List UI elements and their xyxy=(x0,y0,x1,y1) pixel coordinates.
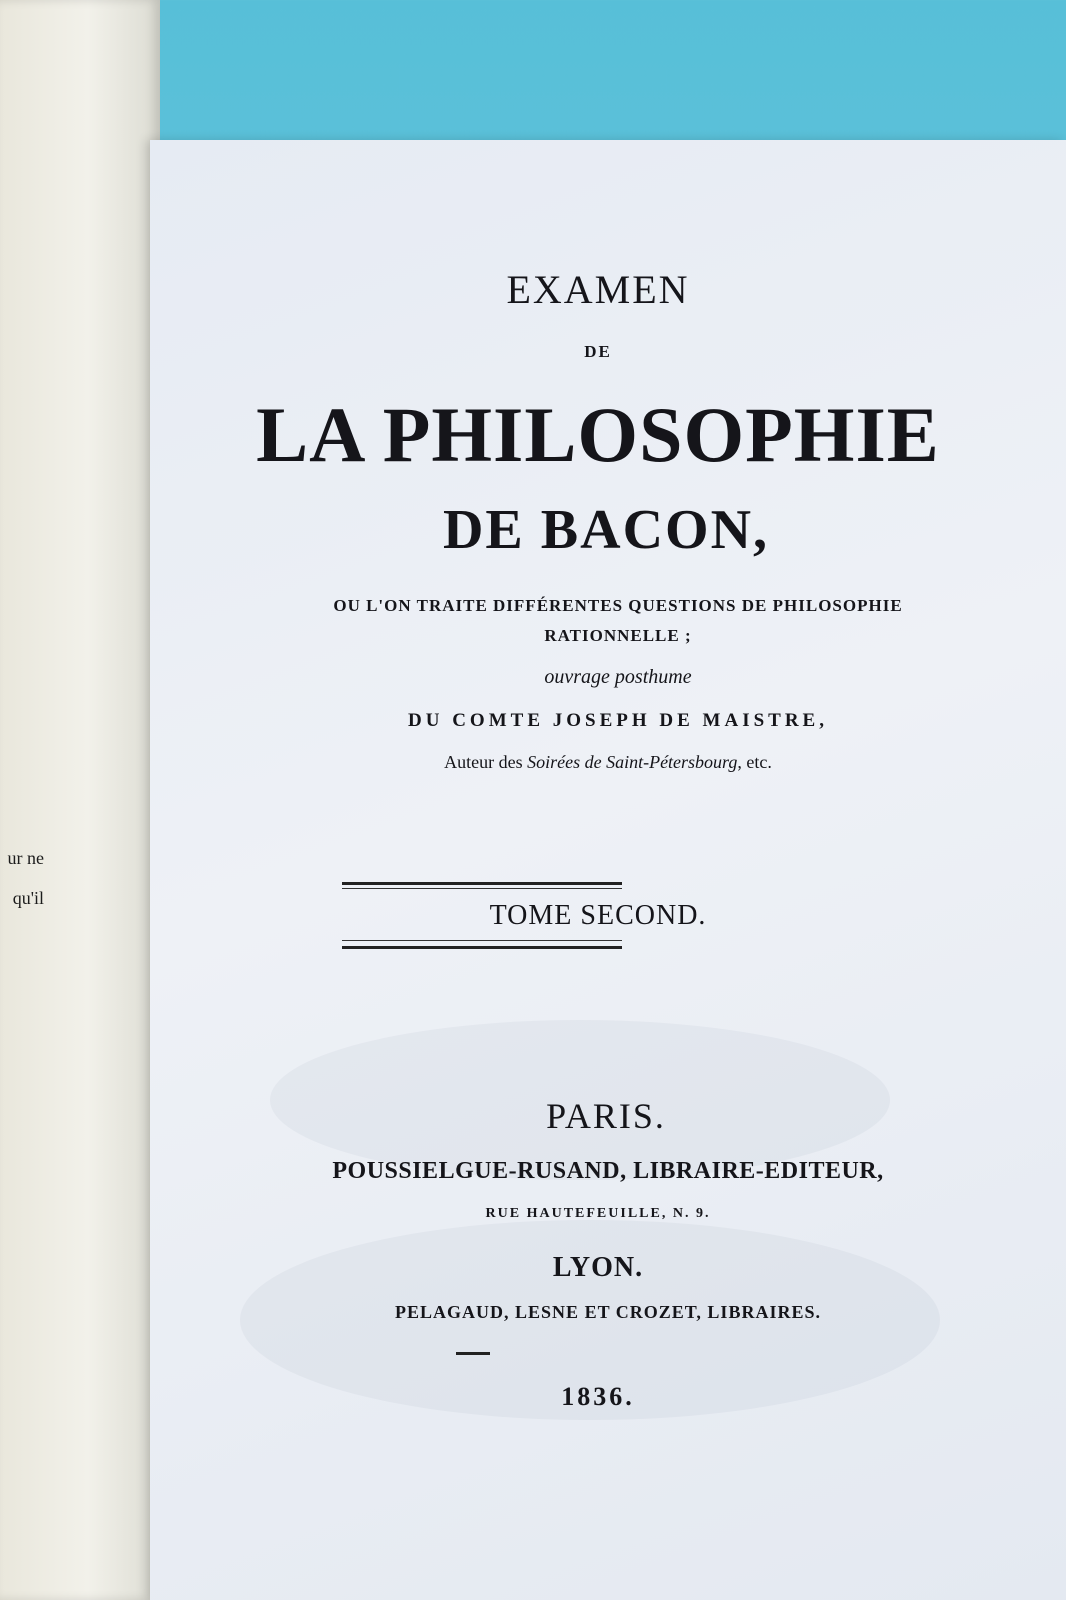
tome-rule-top xyxy=(342,882,622,885)
facing-page-text-fragment: ur ne xyxy=(7,848,44,868)
volume-label: TOME SECOND. xyxy=(489,900,707,931)
book-title-line-2: DE BACON, xyxy=(442,499,770,561)
facing-page xyxy=(0,0,160,1600)
tome-rule-bottom xyxy=(342,946,622,949)
imprint-city-lyon: LYON. xyxy=(552,1252,644,1283)
imprint-publisher-paris: POUSSIELGUE-RUSAND, LIBRAIRE-EDITEUR, xyxy=(332,1158,884,1184)
subtitle-line-1: OU L'ON TRAITE DIFFÉRENTES QUESTIONS DE PHILOSOPHIE xyxy=(333,596,903,615)
author-credits-prefix: Auteur des xyxy=(444,752,523,772)
imprint-address-paris: RUE HAUTEFEUILLE, N. 9. xyxy=(485,1206,711,1221)
title-examen: EXAMEN xyxy=(506,267,690,312)
imprint-publisher-lyon: PELAGAUD, LESNE ET CROZET, LIBRAIRES. xyxy=(395,1302,821,1322)
book-title: LA PHILOSOPHIE xyxy=(256,391,940,478)
title-de: DE xyxy=(584,342,612,361)
ouvrage-posthume: ouvrage posthume xyxy=(544,666,692,688)
author-credits xyxy=(150,752,1066,773)
author-credits-work: Soirées de Saint-Pétersbourg xyxy=(527,752,738,772)
imprint-city-paris: PARIS. xyxy=(546,1096,666,1136)
author: DU COMTE JOSEPH DE MAISTRE, xyxy=(408,710,828,731)
facing-page-text-fragment: qu'il xyxy=(12,888,44,908)
subtitle-line-2: RATIONNELLE ; xyxy=(544,626,692,645)
title-page xyxy=(150,140,1066,1600)
author-credits-suffix: , etc. xyxy=(737,752,772,772)
tome-rule-top-thin xyxy=(342,888,622,889)
imprint-divider xyxy=(456,1352,490,1355)
publication-year: 1836. xyxy=(561,1382,635,1411)
tome-rule-bottom-thin xyxy=(342,940,622,941)
